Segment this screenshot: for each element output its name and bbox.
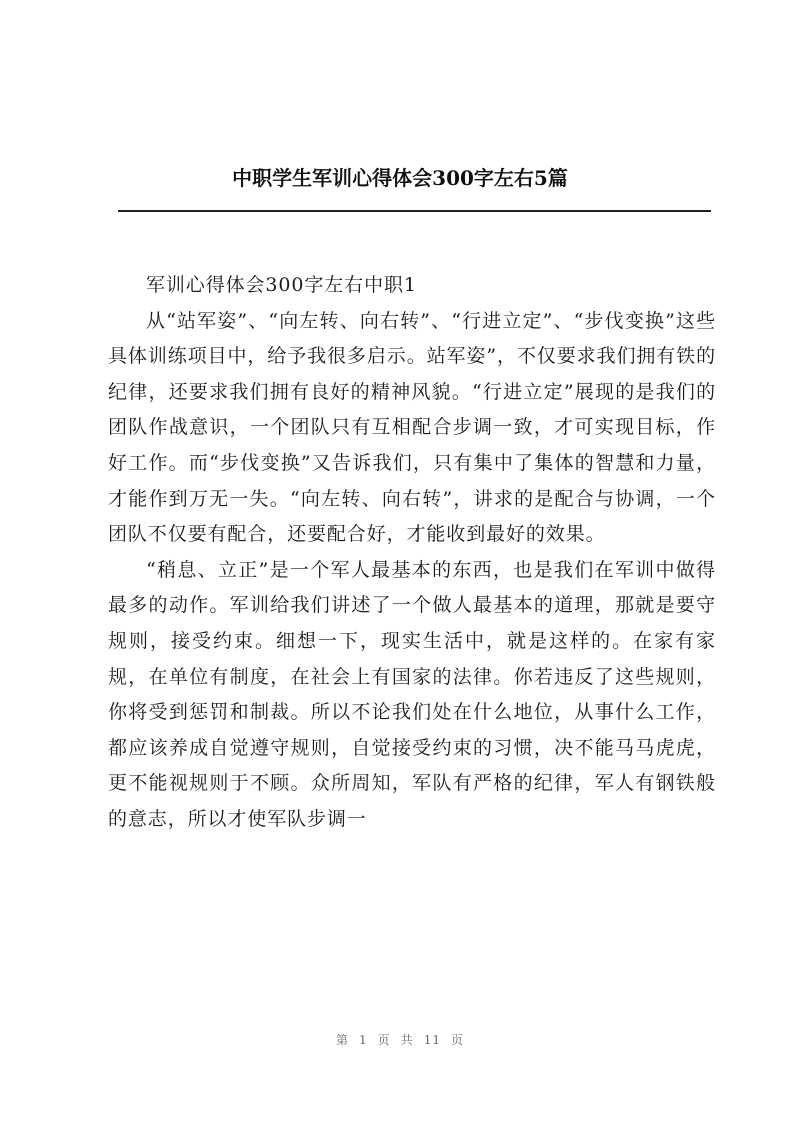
footer-page-current: 1 [359,1033,368,1047]
footer-label-ye-end: 页 [450,1033,464,1047]
paragraph-2: “稍息、立正”是一个军人最基本的东西，也是我们在军训中做得最多的动作。军训给我们讲述了一个做人最基本的道理，那就是要守规则，接受约束。细想一下，现实生活中，就是这样的。在家有家规，在单位有制度，在社会上有国家的法律。你若违反了这些规则，你将受到惩罚和制裁。所以不论我们处在什么地位，从事什么工作，都应该养成自觉遵守规则，自觉接受约束的习惯，决不能马马虎虎，更不能视规则于不顾。众所周知，军队有严格的纪律，军人有钢铁般的意志，所以才使军队步调一 [108,558,716,830]
title-divider [118,210,711,212]
document-body [108,268,716,838]
footer-label-di: 第 [336,1033,350,1047]
paragraph-1: 从“站军姿”、“向左转、向右转”、“行进立定”、“步伐变换”这些具体训练项目中，给予我很多启示。站军姿”，不仅要求我们拥有铁的纪律，还要求我们拥有良好的精神风貌。“行进立定”展现的是我们的团队作战意识，一个团队只有互相配合步调一致，才可实现目标，作好工作。而“步伐变换”又告诉我们，只有集中了集体的智慧和力量，才能作到万无一失。“向左转、向右转”，讲求的是配合与协调，一个团队不仅要有配合，还要配合好，才能收到最好的效果。 [108,309,716,546]
page-footer [0,1031,800,1048]
footer-label-ye: 页 [377,1033,391,1047]
footer-page-total: 11 [423,1033,441,1047]
footer-label-gong: 共 [400,1033,414,1047]
section-heading: 军训心得体会300字左右中职1 [146,274,417,296]
document-title: 中职学生军训心得体会300字左右5篇 [232,166,568,190]
